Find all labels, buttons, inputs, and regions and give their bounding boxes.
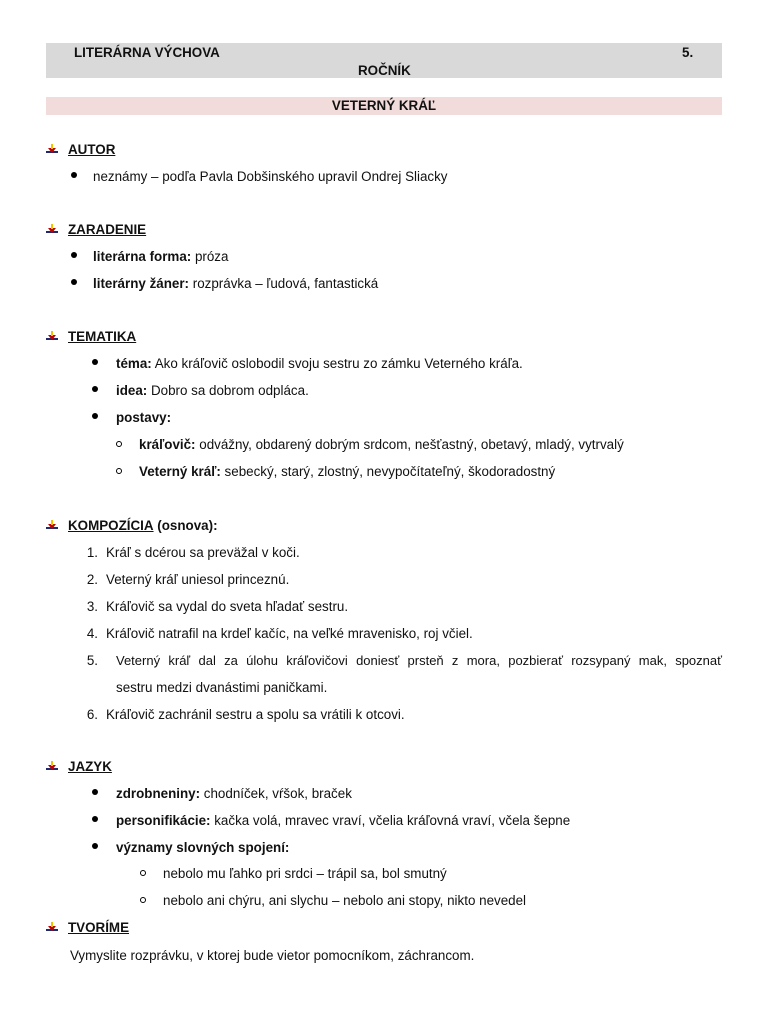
list-item-label: literárny žáner: [93, 276, 190, 291]
list-item [71, 169, 447, 184]
section-heading-autor [46, 142, 115, 157]
list-item-label: zdrobneniny: [116, 786, 201, 801]
list-item [92, 786, 352, 801]
list-item-text: neznámy – podľa Pavla Dobšinského upravil Ondrej Sliacky [93, 169, 448, 184]
numbered-item [80, 626, 473, 641]
circle-bullet-icon [140, 897, 146, 903]
item-number: 2. [86, 572, 98, 587]
list-item [71, 249, 228, 264]
section-heading-label: JAZYK [68, 759, 112, 774]
numbered-item [80, 545, 300, 560]
list-item [92, 383, 309, 398]
list-item-label: významy slovných spojení: [116, 840, 290, 855]
item-text: sestru medzi dvanástimi paničkami. [116, 680, 328, 695]
section-heading-zaradenie [46, 222, 146, 237]
item-number: 5. [86, 653, 98, 668]
list-item [92, 840, 289, 855]
section-heading-label: KOMPOZÍCIA [68, 518, 154, 533]
circle-bullet-icon [140, 870, 146, 876]
section-heading-tvorime [46, 920, 129, 935]
item-number: 6. [86, 707, 98, 722]
section-heading-suffix: (osnova): [153, 518, 218, 533]
list-item [92, 410, 171, 425]
numbered-item [80, 653, 106, 668]
section-heading-tematika [46, 329, 136, 344]
item-text: Kráľovič sa vydal do sveta hľadať sestru. [106, 599, 349, 614]
arrow-bullet-icon [46, 331, 58, 343]
section-heading-kompozicia [46, 518, 218, 533]
item-number: 1. [86, 545, 98, 560]
numbered-item [80, 599, 348, 614]
numbered-item [80, 572, 289, 587]
numbered-item [80, 707, 405, 722]
sub-list-item [140, 893, 526, 908]
bullet-icon [92, 843, 98, 849]
section-heading-label: AUTOR [68, 142, 116, 157]
item-text-continuation [116, 680, 327, 695]
list-item [92, 356, 523, 371]
bullet-icon [92, 386, 98, 392]
list-item-label: Veterný kráľ: [139, 464, 221, 479]
grade-number: 5. [682, 45, 694, 60]
arrow-bullet-icon [46, 224, 58, 236]
section-heading-jazyk [46, 759, 112, 774]
bullet-icon [71, 252, 77, 258]
list-item-text: nebolo ani chýru, ani slychu – nebolo ani stopy, nikto nevedel [163, 893, 527, 908]
list-item-text: próza [191, 249, 229, 264]
arrow-bullet-icon [46, 922, 58, 934]
list-item-text: Ako kráľovič oslobodil svoju sestru zo zámku Veterného kráľa. [151, 356, 523, 371]
item-number: 3. [86, 599, 98, 614]
list-item-label: idea: [116, 383, 148, 398]
arrow-bullet-icon [46, 520, 58, 532]
list-item-label: postavy: [116, 410, 172, 425]
section-heading-label: TEMATIKA [68, 329, 137, 344]
list-item [71, 276, 378, 291]
bullet-icon [71, 279, 77, 285]
circle-bullet-icon [116, 468, 122, 474]
list-item-text: sebecký, starý, zlostný, nevypočítateľný, škodoradostný [220, 464, 556, 479]
section-heading-label: TVORÍME [68, 920, 130, 935]
list-item-text: nebolo mu ľahko pri srdci – trápil sa, bol smutný [163, 866, 447, 881]
circle-bullet-icon [116, 441, 122, 447]
list-item-label: literárna forma: [93, 249, 192, 264]
bullet-icon [92, 816, 98, 822]
subject-title: LITERÁRNA VÝCHOVA [74, 45, 220, 60]
sub-list-item [116, 437, 624, 452]
list-item-text: rozprávka – ľudová, fantastická [189, 276, 379, 291]
list-item [92, 813, 570, 828]
item-text: Kráľ s dcérou sa preväžal v koči. [106, 545, 300, 560]
paragraph-text: Vymyslite rozprávku, v ktorej bude vietor pomocníkom, záchrancom. [70, 948, 475, 963]
list-item-text: Dobro sa dobrom odpláca. [147, 383, 309, 398]
item-text: Veterný kráľ dal za úlohu kráľovičovi doniesť prsteň z mora, pozbierať rozsypaný mak, spoznať [116, 653, 722, 668]
paragraph [70, 948, 474, 963]
bullet-icon [92, 359, 98, 365]
item-number: 4. [86, 626, 98, 641]
list-item-text: odvážny, obdarený dobrým srdcom, nešťastný, obetavý, mladý, vytrvalý [195, 437, 624, 452]
list-item-label: personifikácie: [116, 813, 211, 828]
item-text: Kráľovič natrafil na krdeľ kačíc, na veľké mravenisko, roj včiel. [106, 626, 473, 641]
list-item-text: kačka volá, mravec vraví, včelia kráľovná vraví, včela šepne [210, 813, 571, 828]
arrow-bullet-icon [46, 761, 58, 773]
sub-list-item [116, 464, 555, 479]
list-item-text: chodníček, vŕšok, braček [200, 786, 352, 801]
section-heading-label: ZARADENIE [68, 222, 147, 237]
item-text: Veterný kráľ uniesol princeznú. [106, 572, 290, 587]
bullet-icon [71, 172, 77, 178]
bullet-icon [92, 413, 98, 419]
list-item-label: téma: [116, 356, 152, 371]
arrow-bullet-icon [46, 144, 58, 156]
page-title: VETERNÝ KRÁĽ [46, 97, 722, 115]
list-item-label: kráľovič: [139, 437, 196, 452]
bullet-icon [92, 789, 98, 795]
item-text: Kráľovič zachránil sestru a spolu sa vrátili k otcovi. [106, 707, 405, 722]
grade-label: ROČNÍK [358, 63, 411, 78]
sub-list-item [140, 866, 447, 881]
